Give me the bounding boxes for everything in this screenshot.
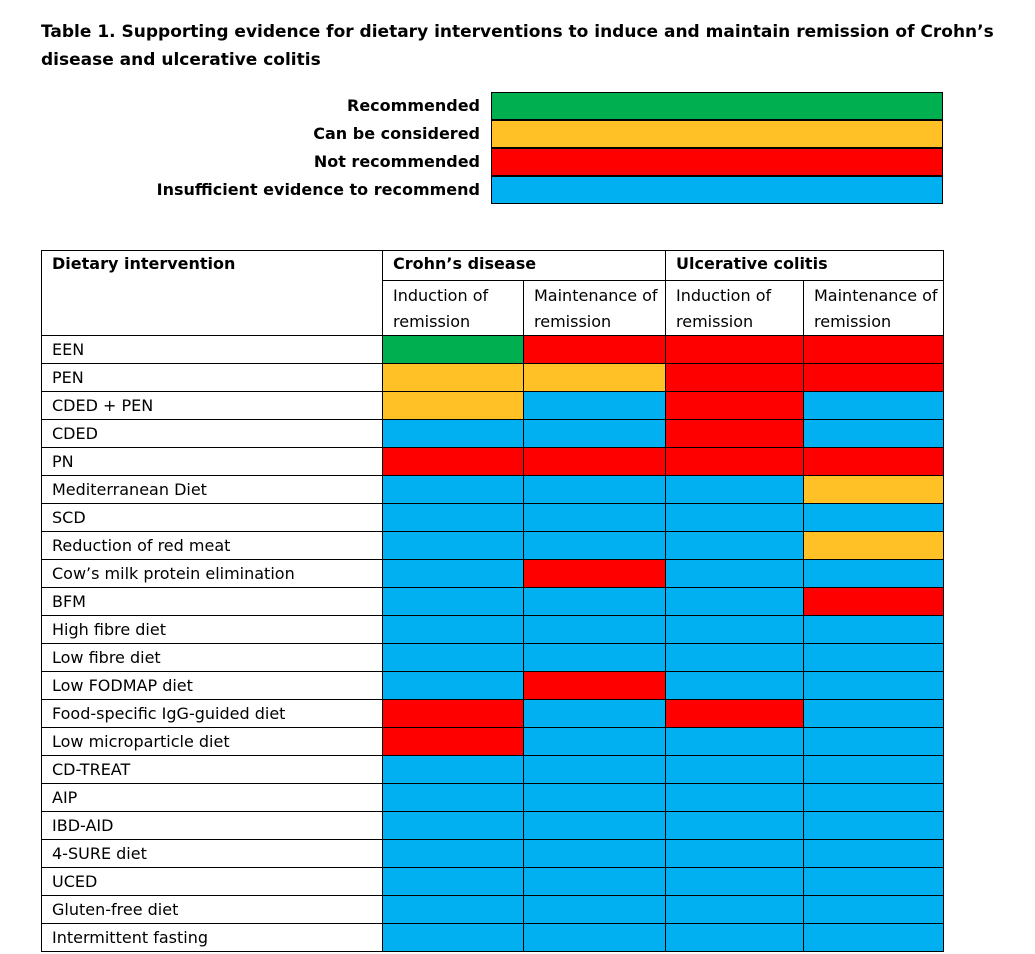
evidence-cell-uc-induction [666, 476, 804, 504]
table-row [42, 784, 944, 812]
intervention-name: Mediterranean Diet [42, 476, 383, 504]
evidence-cell-cd-induction [383, 644, 524, 672]
evidence-cell-cd-maintenance [524, 812, 666, 840]
table-row [42, 840, 944, 868]
intervention-name: High fibre diet [42, 616, 383, 644]
table-row [42, 588, 944, 616]
evidence-cell-uc-maintenance [804, 700, 944, 728]
table-row [42, 364, 944, 392]
intervention-name: CDED [42, 420, 383, 448]
subheader-uc-maintenance: Maintenance of remission [804, 281, 944, 336]
evidence-cell-cd-induction [383, 364, 524, 392]
intervention-name: Low fibre diet [42, 644, 383, 672]
evidence-cell-cd-maintenance [524, 364, 666, 392]
legend-swatch [491, 92, 943, 120]
intervention-name: EEN [42, 336, 383, 364]
table-row [42, 616, 944, 644]
legend-swatch [491, 148, 943, 176]
table-row [42, 476, 944, 504]
evidence-cell-uc-induction [666, 700, 804, 728]
evidence-cell-cd-maintenance [524, 448, 666, 476]
evidence-cell-cd-induction [383, 700, 524, 728]
subheader-uc-induction: Induction of remission [666, 281, 804, 336]
legend-item-insufficient [100, 176, 942, 204]
evidence-cell-uc-maintenance [804, 560, 944, 588]
subheader-cd-induction: Induction of remission [383, 281, 524, 336]
evidence-cell-uc-induction [666, 756, 804, 784]
evidence-cell-uc-induction [666, 364, 804, 392]
evidence-cell-cd-maintenance [524, 588, 666, 616]
legend-label: Recommended [347, 96, 480, 115]
table-row [42, 532, 944, 560]
legend-swatch [491, 176, 943, 204]
intervention-name: UCED [42, 868, 383, 896]
evidence-cell-uc-induction [666, 560, 804, 588]
evidence-cell-cd-induction [383, 868, 524, 896]
evidence-cell-uc-maintenance [804, 728, 944, 756]
evidence-cell-uc-maintenance [804, 420, 944, 448]
evidence-cell-cd-induction [383, 476, 524, 504]
evidence-cell-uc-maintenance [804, 784, 944, 812]
evidence-cell-cd-induction [383, 840, 524, 868]
evidence-cell-cd-induction [383, 420, 524, 448]
evidence-cell-cd-induction [383, 672, 524, 700]
evidence-cell-cd-induction [383, 504, 524, 532]
intervention-name: SCD [42, 504, 383, 532]
evidence-cell-uc-maintenance [804, 616, 944, 644]
table-row [42, 924, 944, 952]
evidence-cell-uc-induction [666, 336, 804, 364]
intervention-name: CDED + PEN [42, 392, 383, 420]
intervention-name: Low microparticle diet [42, 728, 383, 756]
intervention-name: Cow’s milk protein elimination [42, 560, 383, 588]
evidence-cell-cd-maintenance [524, 728, 666, 756]
table-row [42, 728, 944, 756]
table-row [42, 560, 944, 588]
table-row [42, 448, 944, 476]
evidence-cell-uc-induction [666, 588, 804, 616]
evidence-cell-uc-maintenance [804, 896, 944, 924]
evidence-cell-cd-induction [383, 336, 524, 364]
intervention-name: PN [42, 448, 383, 476]
intervention-name: 4-SURE diet [42, 840, 383, 868]
evidence-table [41, 250, 944, 952]
evidence-cell-uc-maintenance [804, 644, 944, 672]
intervention-name: PEN [42, 364, 383, 392]
evidence-cell-uc-maintenance [804, 756, 944, 784]
legend-label: Can be considered [313, 124, 480, 143]
evidence-cell-uc-maintenance [804, 672, 944, 700]
evidence-cell-uc-maintenance [804, 448, 944, 476]
evidence-cell-uc-maintenance [804, 840, 944, 868]
table-row [42, 812, 944, 840]
evidence-cell-uc-maintenance [804, 924, 944, 952]
legend-label: Insufficient evidence to recommend [156, 180, 480, 199]
evidence-cell-cd-induction [383, 728, 524, 756]
evidence-cell-uc-maintenance [804, 364, 944, 392]
evidence-cell-cd-induction [383, 896, 524, 924]
evidence-cell-cd-maintenance [524, 868, 666, 896]
table-row [42, 672, 944, 700]
evidence-cell-cd-induction [383, 392, 524, 420]
table-row [42, 756, 944, 784]
table-row [42, 700, 944, 728]
table-row [42, 644, 944, 672]
evidence-cell-cd-maintenance [524, 784, 666, 812]
intervention-name: Reduction of red meat [42, 532, 383, 560]
table-title: Table 1. Supporting evidence for dietary interventions to induce and maintain remission of Crohn’s disease and ulcerative colitis [41, 22, 994, 70]
intervention-name: BFM [42, 588, 383, 616]
table-row [42, 336, 944, 364]
evidence-cell-cd-induction [383, 560, 524, 588]
evidence-cell-cd-induction [383, 784, 524, 812]
evidence-cell-uc-induction [666, 448, 804, 476]
table-row [42, 504, 944, 532]
evidence-cell-cd-maintenance [524, 504, 666, 532]
evidence-cell-uc-induction [666, 812, 804, 840]
evidence-cell-uc-maintenance [804, 504, 944, 532]
legend-label: Not recommended [313, 152, 480, 171]
evidence-cell-uc-maintenance [804, 812, 944, 840]
evidence-cell-cd-induction [383, 756, 524, 784]
evidence-cell-uc-induction [666, 644, 804, 672]
evidence-cell-cd-maintenance [524, 700, 666, 728]
evidence-cell-uc-induction [666, 728, 804, 756]
evidence-cell-cd-induction [383, 812, 524, 840]
evidence-cell-uc-maintenance [804, 588, 944, 616]
evidence-cell-uc-maintenance [804, 336, 944, 364]
intervention-name: AIP [42, 784, 383, 812]
evidence-cell-cd-induction [383, 448, 524, 476]
legend-item-considered [100, 120, 942, 148]
evidence-cell-cd-maintenance [524, 644, 666, 672]
evidence-cell-cd-induction [383, 924, 524, 952]
evidence-cell-cd-maintenance [524, 924, 666, 952]
evidence-cell-cd-maintenance [524, 336, 666, 364]
table-row [42, 392, 944, 420]
intervention-name: IBD-AID [42, 812, 383, 840]
evidence-cell-cd-maintenance [524, 616, 666, 644]
header-dietary-intervention: Dietary intervention [42, 251, 383, 336]
intervention-name: Intermittent fasting [42, 924, 383, 952]
table-row [42, 420, 944, 448]
header-ulcerative-colitis: Ulcerative colitis [666, 251, 944, 281]
evidence-cell-uc-induction [666, 532, 804, 560]
legend-item-not-recommended [100, 148, 942, 176]
evidence-cell-cd-maintenance [524, 420, 666, 448]
evidence-cell-uc-induction [666, 868, 804, 896]
evidence-cell-cd-maintenance [524, 672, 666, 700]
evidence-cell-cd-maintenance [524, 756, 666, 784]
evidence-cell-cd-maintenance [524, 560, 666, 588]
evidence-cell-uc-induction [666, 896, 804, 924]
legend-swatch [491, 120, 943, 148]
evidence-cell-uc-induction [666, 392, 804, 420]
evidence-cell-uc-induction [666, 616, 804, 644]
evidence-cell-cd-maintenance [524, 476, 666, 504]
evidence-cell-uc-maintenance [804, 476, 944, 504]
evidence-cell-uc-induction [666, 784, 804, 812]
intervention-name: CD-TREAT [42, 756, 383, 784]
evidence-cell-uc-induction [666, 840, 804, 868]
evidence-cell-uc-induction [666, 420, 804, 448]
evidence-cell-uc-induction [666, 504, 804, 532]
table-row [42, 868, 944, 896]
intervention-name: Low FODMAP diet [42, 672, 383, 700]
evidence-cell-cd-induction [383, 532, 524, 560]
evidence-cell-uc-maintenance [804, 392, 944, 420]
evidence-cell-cd-induction [383, 588, 524, 616]
evidence-cell-cd-induction [383, 616, 524, 644]
evidence-cell-uc-maintenance [804, 532, 944, 560]
intervention-name: Food-specific IgG-guided diet [42, 700, 383, 728]
evidence-cell-cd-maintenance [524, 896, 666, 924]
evidence-cell-uc-induction [666, 924, 804, 952]
evidence-cell-uc-induction [666, 672, 804, 700]
legend-item-recommended [100, 92, 942, 120]
evidence-cell-cd-maintenance [524, 840, 666, 868]
evidence-cell-uc-maintenance [804, 868, 944, 896]
table-row [42, 896, 944, 924]
evidence-cell-cd-maintenance [524, 392, 666, 420]
subheader-cd-maintenance: Maintenance of remission [524, 281, 666, 336]
header-crohns-disease: Crohn’s disease [383, 251, 666, 281]
evidence-cell-cd-maintenance [524, 532, 666, 560]
intervention-name: Gluten-free diet [42, 896, 383, 924]
